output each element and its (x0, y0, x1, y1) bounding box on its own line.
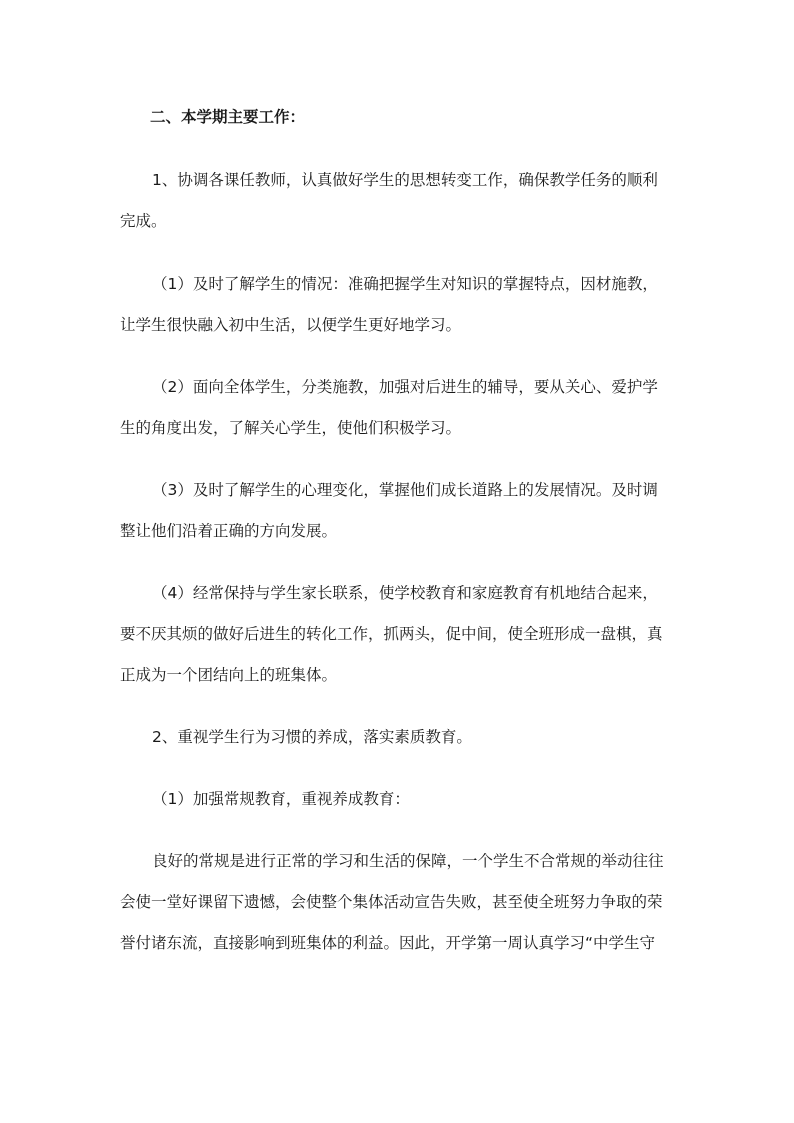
item-1-line-1: （1）及时了解学生的情况：准确把握学生对知识的掌握特点，因材施教， (152, 275, 658, 293)
item-2-line-1: （2）面向全体学生，分类施教，加强对后进生的辅导，要从关心、爱护学 (152, 378, 658, 396)
section-heading: 二、本学期主要工作： (150, 108, 306, 126)
item-3-line-2: 整让他们沿着正确的方向发展。 (120, 522, 338, 540)
item-3-line-1: （3）及时了解学生的心理变化，掌握他们成长道路上的发展情况。及时调 (152, 481, 658, 499)
paragraph-line-3: 誉付诸东流，直接影响到班集体的利益。因此，开学第一周认真学习“中学生守 (120, 934, 656, 952)
section-2-line-1: 2、重视学生行为习惯的养成，落实素质教育。 (152, 728, 472, 746)
section-1-line-2: 完成。 (120, 212, 167, 230)
section-1-line-1: 1、协调各课任教师，认真做好学生的思想转变工作，确保教学任务的顺利 (152, 171, 658, 189)
item-4-line-3: 正成为一个团结向上的班集体。 (120, 666, 338, 684)
paragraph-line-1: 良好的常规是进行正常的学习和生活的保障，一个学生不合常规的举动往往 (152, 852, 664, 870)
item-4-line-1: （4）经常保持与学生家长联系，使学校教育和家庭教育有机地结合起来， (152, 584, 658, 602)
paragraph-line-2: 会使一堂好课留下遗憾，会使整个集体活动宣告失败，甚至使全班努力争取的荣 (120, 893, 663, 911)
item-1-line-2: 让学生很快融入初中生活，以便学生更好地学习。 (120, 316, 462, 334)
item-2-line-2: 生的角度出发，了解关心学生，使他们积极学习。 (120, 419, 462, 437)
subsection-1-line-1: （1）加强常规教育，重视养成教育： (152, 790, 410, 808)
item-4-line-2: 要不厌其烦的做好后进生的转化工作，抓两头，促中间，使全班形成一盘棋，真 (120, 625, 663, 643)
